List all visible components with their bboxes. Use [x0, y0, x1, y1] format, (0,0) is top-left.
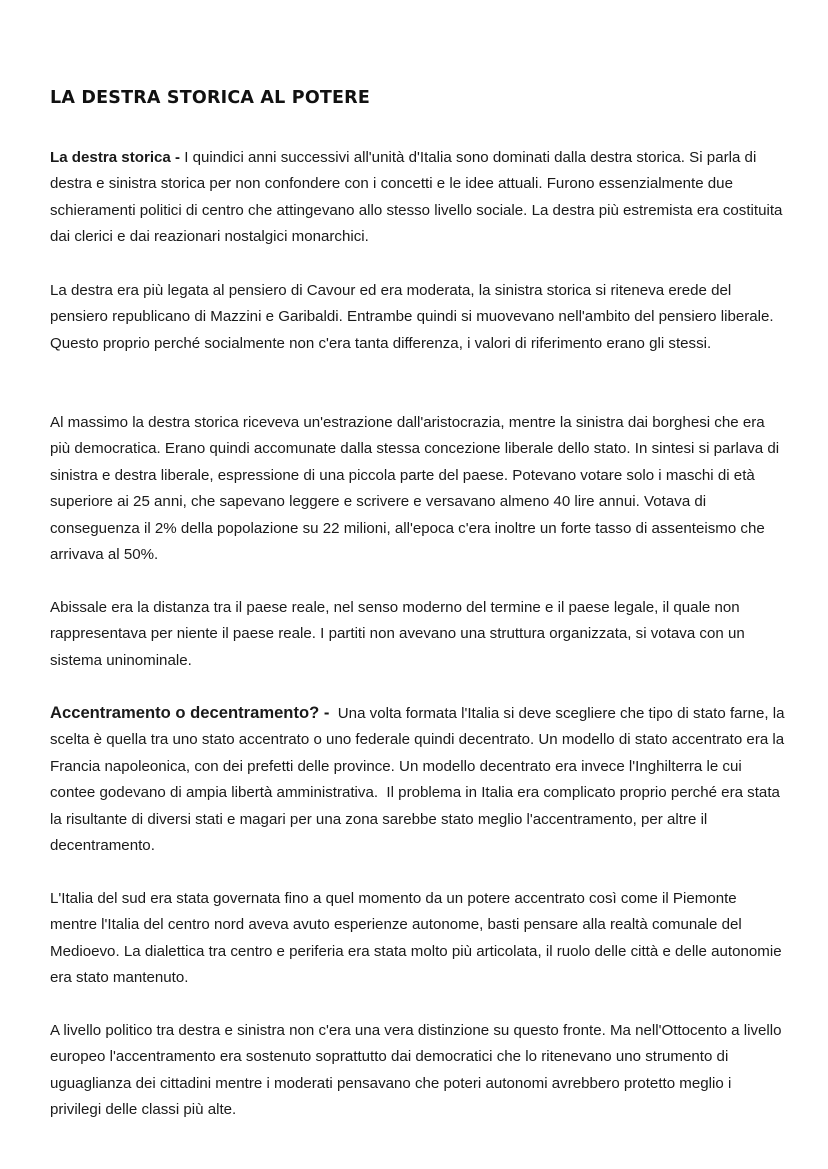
paragraph-accentramento: [50, 700, 789, 859]
paragraph-text: Una volta formata l'Italia si deve scegliere che tipo di stato farne, la scelta è quella tra uno stato accentrato o uno federale quindi decentrato. Un modello di stato accentrato era la Francia napoleonica, con dei prefetti delle province. Un modello decentrato era invece l'Inghilterra le cui contee godevano di ampia libertà amministrativa. Il problema in Italia era complicato proprio perché era stata la risultante di diversi stati e magari per una zona sarebbe stato meglio l'accentramento, per altre il decentramento.: [50, 705, 789, 855]
paragraph: [50, 410, 785, 568]
paragraph-destra-storica: [50, 145, 785, 251]
paragraph-text: L'Italia del sud era stata governata fino a quel momento da un potere accentrato così come il Piemonte mentre l'Italia del centro nord aveva avuto esperienze autonome, basti pensare alla realtà comunale del Medioevo. La dialettica tra centro e periferia era stata molto più articolata, il ruolo delle città e delle autonomie era stato mantenuto.: [50, 890, 782, 987]
paragraph-lead-heading: La destra storica -: [50, 149, 181, 166]
paragraph-text: I quindici anni successivi all'unità d'Italia sono dominati dalla destra storica. Si parla di destra e sinistra storica per non confondere con i concetti e le idee attuali. Furono essenzialmente due schieramenti politici di centro che attingevano allo stesso livello sociale. La destra più estremista era costituita dai clerici e dai reazionari nostalgici monarchici.: [50, 149, 783, 246]
paragraph-text: La destra era più legata al pensiero di Cavour ed era moderata, la sinistra storica si riteneva erede del pensiero republicano di Mazzini e Garibaldi. Entrambe quindi si muovevano nell'ambito del pensiero liberale. Questo proprio perché socialmente non c'era tanta differenza, i valori di riferimento erano gli stessi.: [50, 282, 774, 352]
paragraph-lead-heading: Accentramento o decentramento? -: [50, 703, 330, 722]
paragraph: [50, 886, 785, 992]
paragraph: [50, 595, 785, 674]
paragraph: [50, 1018, 785, 1124]
paragraph-text: Abissale era la distanza tra il paese reale, nel senso moderno del termine e il paese legale, il quale non rappresentava per niente il paese reale. I partiti non avevano una struttura organizzata, si votava con un sistema uninominale.: [50, 599, 745, 669]
paragraph-text: Al massimo la destra storica riceveva un'estrazione dall'aristocrazia, mentre la sinistra dai borghesi che era più democratica. Erano quindi accomunate dalla stessa concezione liberale dello stato. In sintesi si parlava di sinistra e destra liberale, espressione di una piccola parte del paese. Potevano votare solo i maschi di età superiore ai 25 anni, che sapevano leggere e scrivere e versavano almeno 40 lire annui. Votava di conseguenza il 2% della popolazione su 22 milioni, all'epoca c'era inoltre un forte tasso di assenteismo che arrivava al 50%.: [50, 414, 780, 564]
paragraph: [50, 278, 785, 357]
page-title: LA DESTRA STORICA AL POTERE: [50, 88, 371, 108]
paragraph-text: A livello politico tra destra e sinistra non c'era una vera distinzione su questo fronte. Ma nell'Ottocento a livello europeo l'accentramento era sostenuto soprattutto dai democratici che lo ritenevano uno strumento di uguaglianza dei cittadini mentre i moderati pensavano che poteri autonomi avrebbero protetto meglio i privilegi delle classi più alte.: [50, 1022, 782, 1119]
